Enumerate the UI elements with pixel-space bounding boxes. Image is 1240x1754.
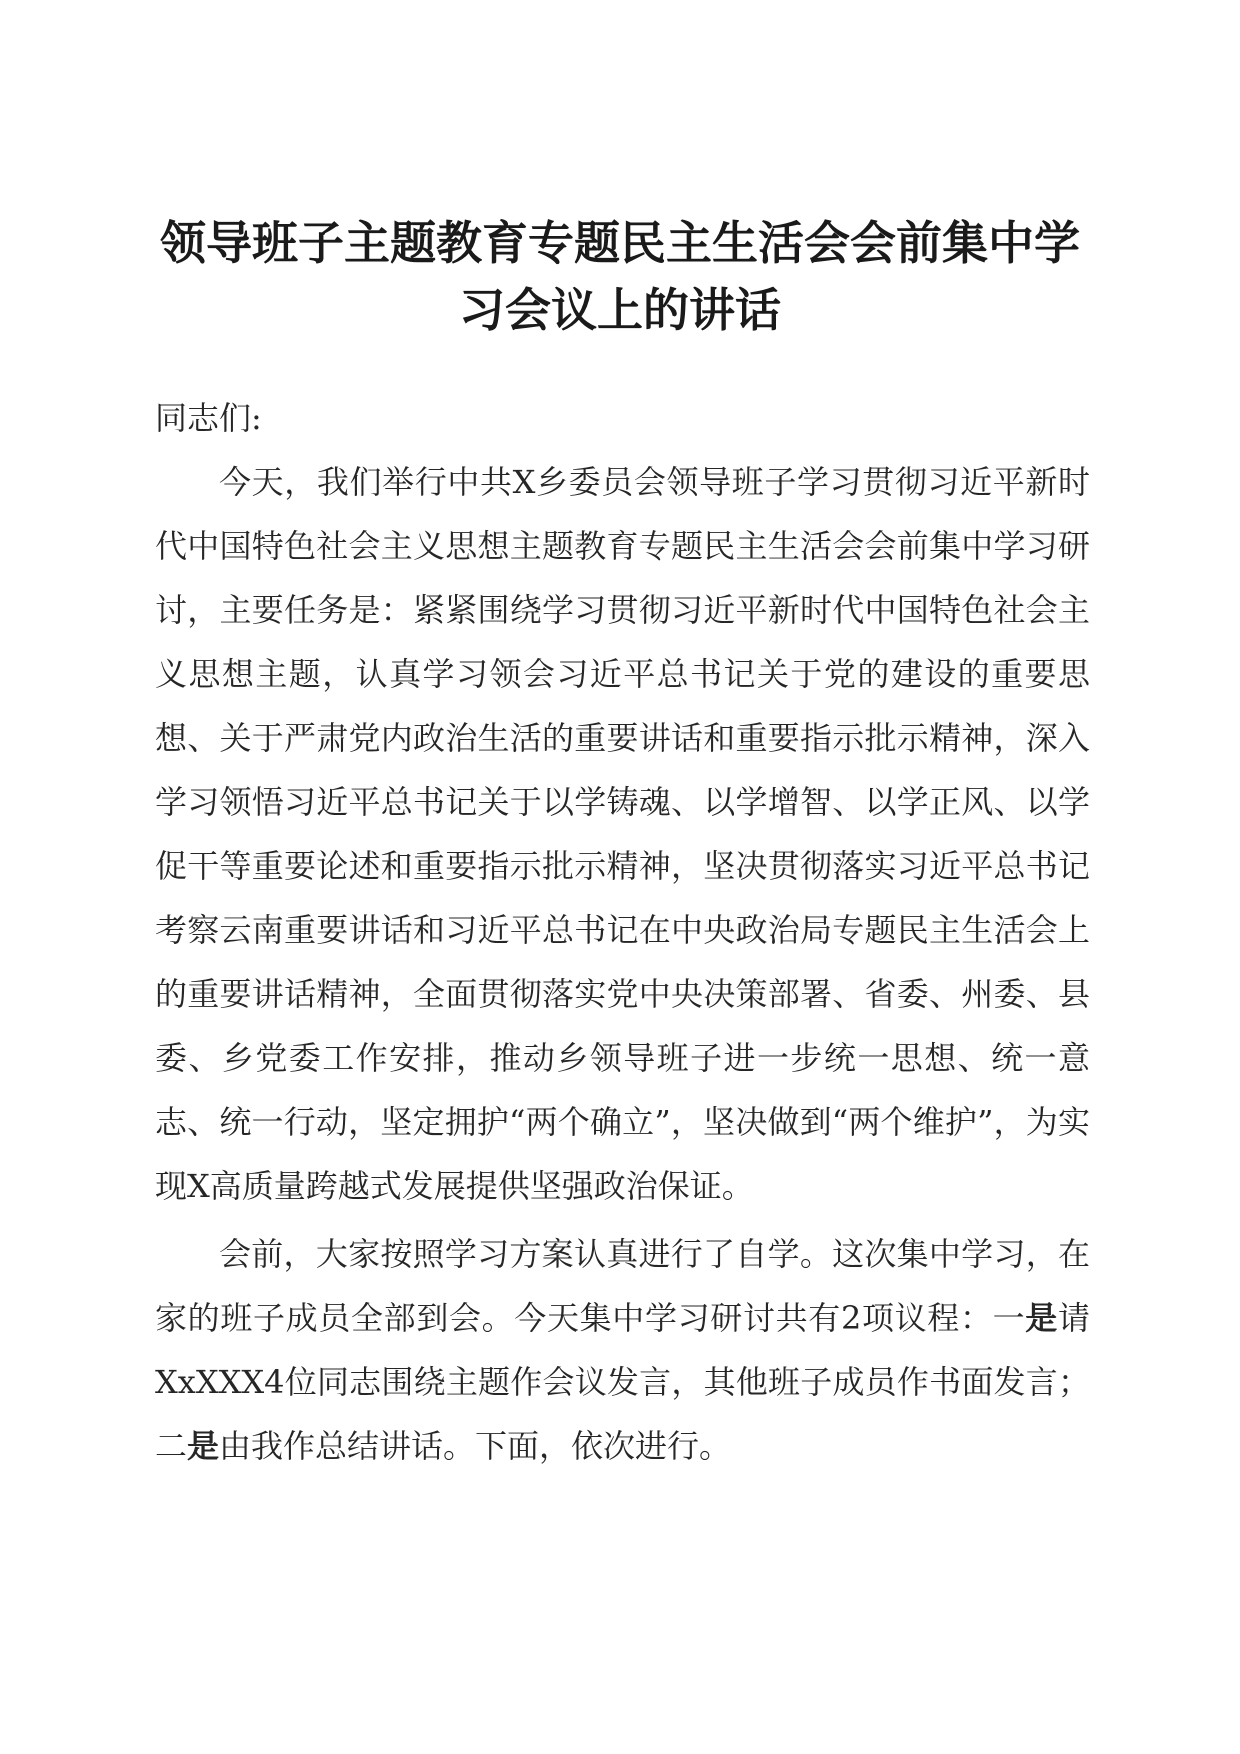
paragraph-2-bold-2: 是 [187, 1427, 220, 1465]
paragraph-2-text-start: 会前，大家按照学习方案认真进行了自学。这次集中学习，在家的班子成员全部到会。今天集中学习研讨共有2项议程：一 [155, 1235, 1090, 1337]
paragraph-2-text-end: 由我作总结讲话。下面，依次进行。 [219, 1427, 732, 1465]
title-line-1: 领导班子主题教育专题民主生活会会前集中学 [160, 216, 1080, 270]
paragraph-2-text-middle: 请XxXXX4位同志围绕主题作会议发言，其他班子成员作书面发言；二 [155, 1299, 1090, 1465]
salutation: 同志们: [155, 399, 262, 437]
document-body [155, 386, 1090, 1478]
paragraph-2-bold-1: 是 [1025, 1299, 1058, 1337]
paragraph-1: 今天，我们举行中共X乡委员会领导班子学习贯彻习近平新时代中国特色社会主义思想主题教育专题民主生活会会前集中学习研讨，主要任务是：紧紧围绕学习贯彻习近平新时代中国特色社会主义思想主题，认真学习领会习近平总书记关于党的建设的重要思想、关于严肃党内政治生活的重要讲话和重要指示批示精神，深入学习领悟习近平总书记关于以学铸魂、以学增智、以学正风、以学促干等重要论述和重要指示批示精神，坚决贯彻落实习近平总书记考察云南重要讲话和习近平总书记在中央政治局专题民主生活会上的重要讲话精神，全面贯彻落实党中央决策部署、省委、州委、县委、乡党委工作安排，推动乡领导班子进一步统一思想、统一意志、统一行动，坚定拥护“两个确立”，坚决做到“两个维护”，为实现X高质量跨越式发展提供坚强政治保证。 [155, 463, 1090, 1205]
paragraph-2 [155, 1222, 1090, 1478]
title-line-2: 习会议上的讲话 [459, 283, 781, 337]
document-title [150, 210, 1090, 344]
